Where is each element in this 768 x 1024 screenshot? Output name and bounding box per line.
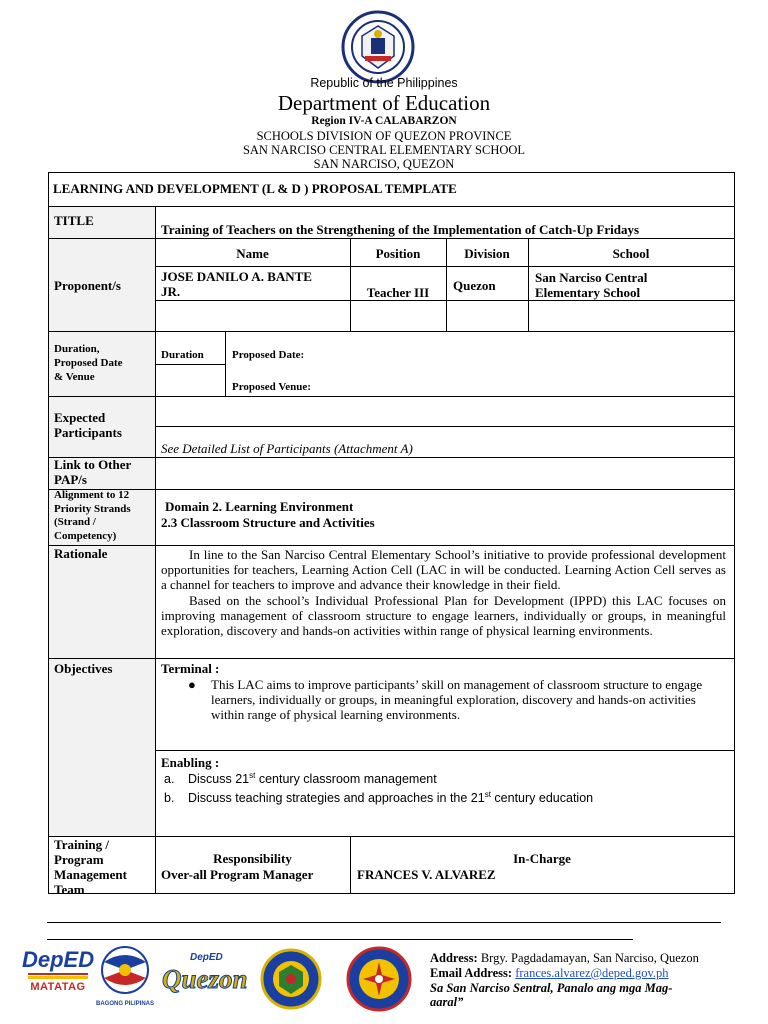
deped-matatag-logo: DepED MATATAG — [22, 947, 95, 993]
enabling-item-a: a. Discuss 21st century classroom management — [164, 771, 437, 787]
duration-subheader: Duration — [161, 349, 204, 361]
rationale-text — [161, 547, 726, 638]
enabling-item-b: b. Discuss teaching strategies and approaches in the 21st century education — [164, 790, 594, 806]
objectives-label: Objectives — [54, 661, 113, 676]
col-name-header: Name — [236, 246, 269, 261]
terminal-bullet: ● — [188, 677, 196, 692]
deped-seal — [341, 10, 415, 84]
kagawaran-seal — [251, 948, 331, 1010]
team-label: Training / Program Management Team — [54, 837, 127, 897]
form-heading: LEARNING AND DEVELOPMENT (L & D ) PROPOSAL TEMPLATE — [53, 181, 457, 196]
school-text: SAN NARCISO CENTRAL ELEMENTARY SCHOOL — [242, 143, 526, 157]
republic-text: Republic of the Philippines — [310, 76, 458, 90]
incharge-header: In-Charge — [513, 851, 571, 866]
email-link[interactable]: frances.alvarez@deped.gov.ph — [515, 966, 669, 980]
enabling-marker-a: a. — [164, 772, 175, 787]
proponent-position: Teacher III — [366, 285, 430, 300]
responsibility-header: Responsibility — [213, 851, 292, 866]
division-text: SCHOOLS DIVISION OF QUEZON PROVINCE — [256, 129, 512, 143]
proponents-label: Proponent/s — [54, 278, 121, 293]
responsibility-value: Over-all Program Manager — [161, 867, 314, 882]
enabling-label: Enabling : — [161, 755, 220, 770]
proponent-name-line1: JOSE DANILO A. BANTE — [161, 269, 312, 284]
link-pap-label: Link to Other PAP/s — [54, 457, 132, 487]
terminal-text: This LAC aims to improve participants’ skill on management of classroom structure to engage learners, individually or groups, in meaningful exploration, discovery and hands-on activities within range of physical learning environments. — [211, 677, 703, 723]
proposed-venue-label: Proposed Venue: — [232, 381, 311, 393]
bagong-pilipinas-logo: BAGONG PILIPINAS — [95, 944, 155, 1010]
proponent-school-line1: San Narciso Central — [535, 270, 648, 285]
duration-label: Duration, Proposed Date & Venue — [54, 343, 123, 383]
footer-motto: Sa San Narciso Sentral, Panalo ang mga Mag- aaral” — [430, 981, 673, 1009]
department-title: Department of Education — [277, 91, 491, 115]
footer-email: Email Address: frances.alvarez@deped.gov.ph — [430, 966, 669, 980]
col-school-header: School — [612, 246, 650, 261]
proposed-date-label: Proposed Date: — [232, 349, 305, 361]
rationale-label: Rationale — [54, 546, 108, 561]
domain-text: Domain 2. Learning Environment — [165, 499, 354, 514]
title-label: TITLE — [54, 213, 94, 228]
competency-text: 2.3 Classroom Structure and Activities — [161, 515, 375, 530]
rationale-paragraph-1: In line to the San Narciso Central Elementary School’s initiative to provide professional development opportunities for teachers, Learning Action Cell (LAC in will be conducted. Learning Action Cell serves as a channel for teachers to improve and advance their knowledge in their field. — [161, 547, 726, 593]
alignment-label: Alignment to 12 Priority Strands (Strand / Competency) — [54, 489, 131, 542]
col-position-header: Position — [375, 246, 421, 261]
proponent-name-line2: JR. — [161, 284, 181, 299]
incharge-value: FRANCES V. ALVAREZ — [357, 867, 496, 882]
title-value: Training of Teachers on the Strengthening of the Implementation of Catch-Up Fridays — [161, 222, 639, 237]
town-text: SAN NARCISO, QUEZON — [313, 157, 455, 171]
expected-participants-label: Expected Participants — [54, 410, 122, 440]
footer-address: Address: Brgy. Pagdadamayan, San Narciso, Quezon — [430, 951, 699, 965]
footer-rule-2 — [47, 939, 633, 940]
enabling-marker-b: b. — [164, 791, 175, 806]
proponent-division: Quezon — [453, 278, 496, 293]
deped-quezon-logo: DepED Quezon — [162, 952, 248, 994]
expected-participants-note: See Detailed List of Participants (Attachment A) — [161, 441, 413, 456]
footer-rule-1 — [47, 922, 721, 923]
rationale-paragraph-2: Based on the school’s Individual Professional Plan for Development (IPPD) this LAC focuses on improving management of classroom structure to engage learners, individually or groups, in meaningful exploration, discovery and hands-on activities within range of physical learning environments. — [161, 592, 726, 639]
school-seal — [341, 946, 417, 1012]
terminal-label: Terminal : — [161, 661, 220, 676]
proponent-school-line2: Elementary School — [535, 285, 641, 300]
region-text: Region IV-A CALABARZON — [311, 115, 457, 127]
col-division-header: Division — [464, 246, 510, 261]
